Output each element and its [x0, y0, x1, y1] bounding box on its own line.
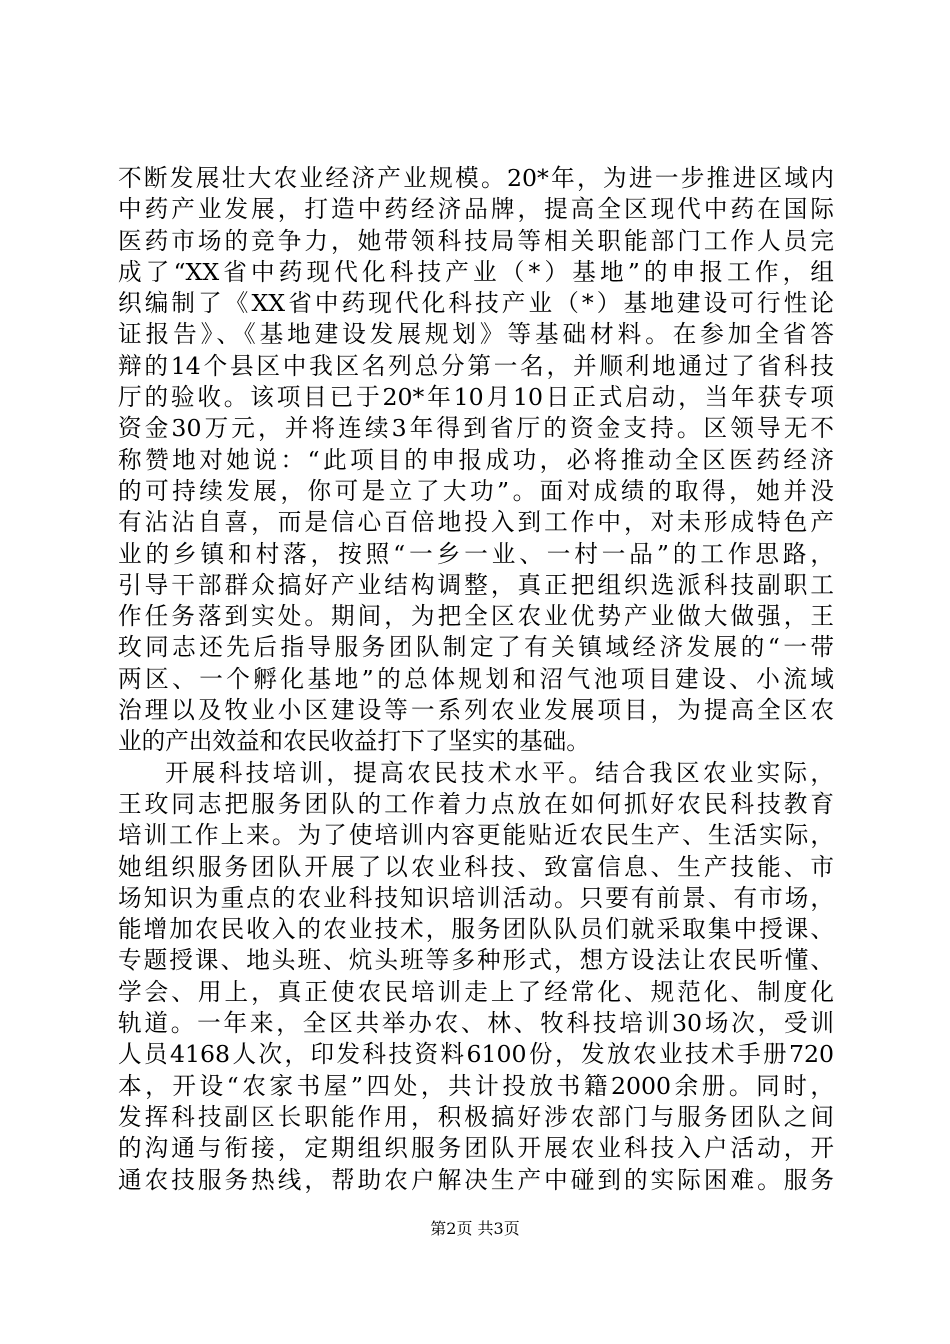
text-line: 引导干部群众搞好产业结构调整，真正把组织选派科技副职工 — [118, 570, 834, 599]
text-line: 发挥科技副区长职能作用，积极搞好涉农部门与服务团队之间 — [118, 1102, 834, 1131]
text-line: 轨道。一年来，全区共举办农、林、牧科技培训30场次，受训 — [118, 1009, 834, 1038]
text-line: 的沟通与衔接，定期组织服务团队开展农业科技入户活动，开 — [118, 1134, 834, 1163]
text-line: 人员4168人次，印发科技资料6100份，发放农业技术手册720 — [118, 1040, 834, 1069]
text-line: 辩的14个县区中我区名列总分第一名，并顺利地通过了省科技 — [118, 351, 834, 380]
text-line: 资金30万元，并将连续3年得到省厅的资金支持。区领导无不 — [118, 414, 834, 443]
paragraph-end-line: 业的产出效益和农民收益打下了坚实的基础。 — [118, 727, 590, 756]
text-line: 作任务落到实处。期间，为把全区农业优势产业做大做强，王 — [118, 602, 834, 631]
text-line: 证报告》、《基地建设发展规划》等基础材料。在参加全省答 — [118, 320, 834, 349]
text-line: 玫同志还先后指导服务团队制定了有关镇域经济发展的“一带 — [118, 633, 834, 662]
text-line: 王玫同志把服务团队的工作着力点放在如何抓好农民科技教育 — [118, 789, 834, 818]
text-line: 中药产业发展，打造中药经济品牌，提高全区现代中药在国际 — [118, 195, 834, 224]
text-line: 不断发展壮大农业经济产业规模。20*年，为进一步推进区域内 — [118, 164, 834, 192]
text-line: 称赞地对她说：“此项目的申报成功，必将推动全区医药经济 — [118, 445, 834, 474]
text-line: 成了“XX省中药现代化科技产业（*）基地”的申报工作，组 — [118, 257, 834, 286]
text-line: 她组织服务团队开展了以农业科技、致富信息、生产技能、市 — [118, 852, 834, 881]
text-line: 能增加农民收入的农业技术，服务团队队员们就采取集中授课、 — [118, 915, 834, 944]
text-line: 场知识为重点的农业科技知识培训活动。只要有前景、有市场， — [118, 883, 834, 912]
text-line: 织编制了《XX省中药现代化科技产业（*）基地建设可行性论 — [118, 289, 834, 318]
text-line: 通农技服务热线，帮助农户解决生产中碰到的实际困难。服务 — [118, 1165, 834, 1194]
paragraph-start-line: 开展科技培训，提高农民技术水平。结合我区农业实际， — [165, 758, 834, 787]
text-line: 厅的验收。该项目已于20*年10月10日正式启动，当年获专项 — [118, 383, 834, 412]
text-line: 有沾沾自喜，而是信心百倍地投入到工作中，对未形成特色产 — [118, 508, 834, 537]
text-line: 业的乡镇和村落，按照“一乡一业、一村一品”的工作思路， — [118, 539, 834, 568]
text-line: 的可持续发展，你可是立了大功”。面对成绩的取得，她并没 — [118, 476, 834, 505]
text-line: 医药市场的竞争力，她带领科技局等相关职能部门工作人员完 — [118, 226, 834, 255]
text-line: 两区、一个孵化基地”的总体规划和沼气池项目建设、小流域 — [118, 664, 834, 693]
document-body — [118, 163, 834, 1196]
text-line: 本，开设“农家书屋”四处，共计投放书籍2000余册。同时， — [118, 1071, 834, 1100]
page-number-footer: 第2页 共3页 — [430, 1219, 520, 1238]
text-line: 学会、用上，真正使农民培训走上了经常化、规范化、制度化 — [118, 977, 834, 1006]
text-line: 治理以及牧业小区建设等一系列农业发展项目，为提高全区农 — [118, 696, 834, 725]
text-line: 培训工作上来。为了使培训内容更能贴近农民生产、生活实际， — [118, 821, 834, 850]
text-line: 专题授课、地头班、炕头班等多种形式，想方设法让农民听懂、 — [118, 946, 834, 975]
